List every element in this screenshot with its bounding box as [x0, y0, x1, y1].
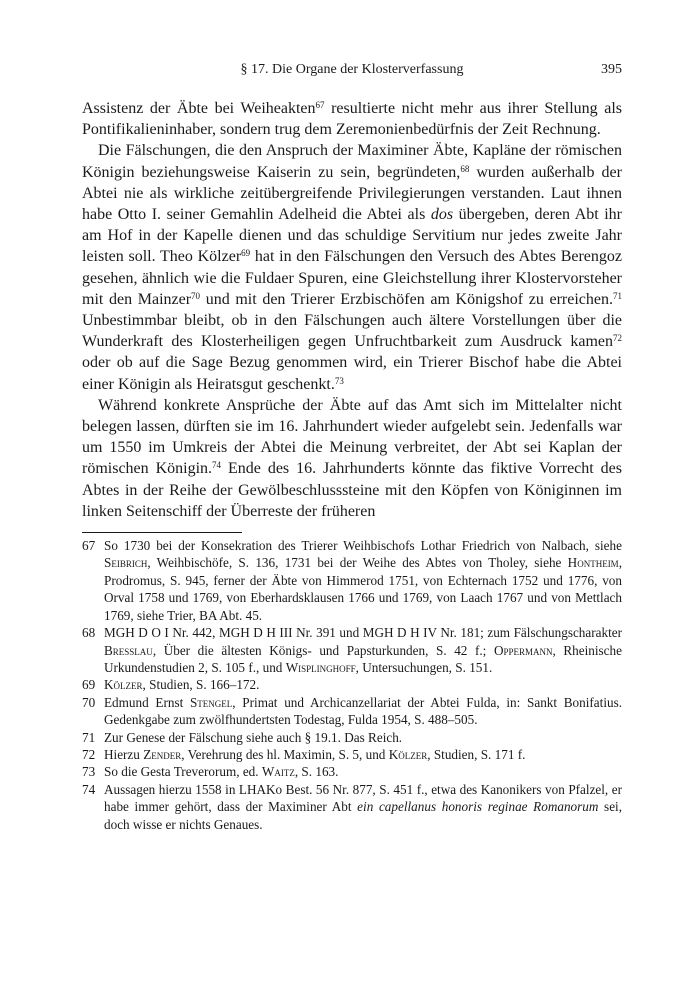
main-text: [82, 98, 622, 522]
italic-quote: ein capellanus honoris reginae Romanorum: [357, 799, 599, 815]
running-title: § 17. Die Organe der Klosterverfassung: [240, 62, 464, 77]
paragraph-2: Die Fälschungen, die den Anspruch der Maximiner Äbte, Kapläne der römischen Königin beziehungsweise Kaiserin zu sein, begründeten,$^{68}$ wurden außerhalb der Abtei nie als wirkliche zeitübergreifende Privilegierungen verstanden. Laut ihnen habe Otto I. seiner Gemahlin Adelheid die Abtei als dos übergeben, deren Abt ihr am Hof in der Kapelle dienen und das schuldige Servitium nur jedes zweite Jahr leisten soll. Theo Kölzer$^{69}$ hat in den Fälschungen den Versuch des Abtes Berengoz gesehen, ähnlich wie die Fuldaer Spuren, eine Gleichstellung ihrer Klostervorsteher mit den Mainzer$^{70}$ und mit den Trierer Erzbischöfen am Königshof zu erreichen.$^{71}$ Unbestimmbar bleibt, ob in den Fälschungen auch ältere Vorstellungen über die Wunderkraft des Klosterheiligen gegen Unfruchtbarkeit zum Ausdruck kamen$^{72}$ oder ob auf die Sage Bezug genommen wird, ein Trierer Bischof habe die Abtei einer Königin als Heiratsgut geschenkt.$^{73}$: [82, 142, 623, 393]
footnote-number: 74: [82, 781, 96, 797]
footnote-number: 69: [82, 677, 96, 693]
footnote-ref-73: 73: [334, 375, 344, 386]
footnote-ref-68: 68: [460, 163, 470, 174]
footnote-67: 67 So 1730 bei der Konsekration des Trierer Weihbischofs Lothar Friedrich von Nalbach, siehe Seibrich, Weihbischöfe, S. 136, 1731 bei der Weihe des Abtes von Tholey, siehe Hontheim, Prodromus, S. 945, ferner der Äbte von Himmerod 1751, von Echternach 1752 und 1776, von Orval 1758 und 1769, von Eberhardsklausen 1766 und 1769, von Laach 1767 und von Mettlach 1769, siehe Trier, BA Abt. 45.: [82, 538, 622, 623]
footnote-74: 74 Aussagen hierzu 1558 in LHAKo Best. 56 Nr. 877, S. 451 f., etwa des Kanonikers von Pfalzel, er habe immer gehört, dass der Maximiner Abt ein capellanus honoris reginae Romanorum sei, doch wisse er nichts Genaues.: [82, 781, 623, 832]
footnote-number: 70: [82, 694, 96, 710]
footnote-ref-72: 72: [613, 333, 622, 344]
footnote-68: 68 MGH D O I Nr. 442, MGH D H III Nr. 391 und MGH D H IV Nr. 181; zum Fälschungscharakter Bresslau, Über die ältesten Königs- und Papsturkunden, S. 42 f.; Oppermann, Rheinische Urkundenstudien 2, S. 105 f., und Wisplinghoff, Untersuchungen, S. 151.: [82, 625, 622, 675]
footnote-number: 71: [82, 729, 96, 745]
running-header: [82, 62, 622, 86]
book-page: [82, 62, 622, 833]
footnote-ref-69: 69: [241, 248, 251, 259]
italic-term: dos: [430, 206, 454, 224]
footnote-divider: [82, 532, 242, 533]
footnote-number: 73: [82, 764, 96, 780]
footnote-72: 72 Hierzu Zender, Verehrung des hl. Maximin, S. 5, und Kölzer, Studien, S. 171 f.: [82, 746, 526, 762]
footnotes: [82, 537, 622, 833]
footnote-70: 70 Edmund Ernst Stengel, Primat und Archicanzellariat der Abtei Fulda, in: Sankt Bonifatius. Gedenkgabe zum zwölfhundertsten Todestag, Fulda 1954, S. 488–505.: [82, 694, 623, 728]
paragraph-3: Während konkrete Ansprüche der Äbte auf das Amt sich im Mittelalter nicht belegen lassen, dürften sie im 16. Jahrhundert wieder aufgelebt sein. Jedenfalls war um 1550 im Umkreis der Abtei die Meinung verbreitet, der Abt sei Kaplan der römischen Königin.$^{74}$ Ende des 16. Jahrhunderts könnte das fiktive Vorrecht des Abtes in der Reihe der Gewölbeschlusssteine mit den Köpfen von Königinnen im linken Seitenschiff der Überreste der früheren: [82, 396, 623, 520]
paragraph-1: Assistenz der Äbte bei Weiheakten$^{67}$ resultierte nicht mehr aus ihrer Stellung als Pontifikalieninhaber, sondern trug dem Zeremonienbedürfnis der Zeit Rechnung.: [82, 100, 623, 139]
footnote-73: 73 So die Gesta Treverorum, ed. Waitz, S. 163.: [82, 764, 339, 780]
footnote-number: 68: [82, 625, 96, 641]
footnote-ref-70: 70: [191, 290, 201, 301]
footnote-number: 67: [82, 538, 96, 554]
footnote-number: 72: [82, 746, 96, 762]
footnote-ref-71: 71: [613, 290, 622, 301]
page-number: 395: [601, 62, 622, 77]
footnote-ref-74: 74: [212, 460, 222, 471]
footnote-71: 71 Zur Genese der Fälschung siehe auch § 19.1. Das Reich.: [82, 729, 403, 745]
footnote-69: 69 Kölzer, Studien, S. 166–172.: [82, 677, 260, 693]
footnote-ref-67: 67: [315, 100, 325, 110]
